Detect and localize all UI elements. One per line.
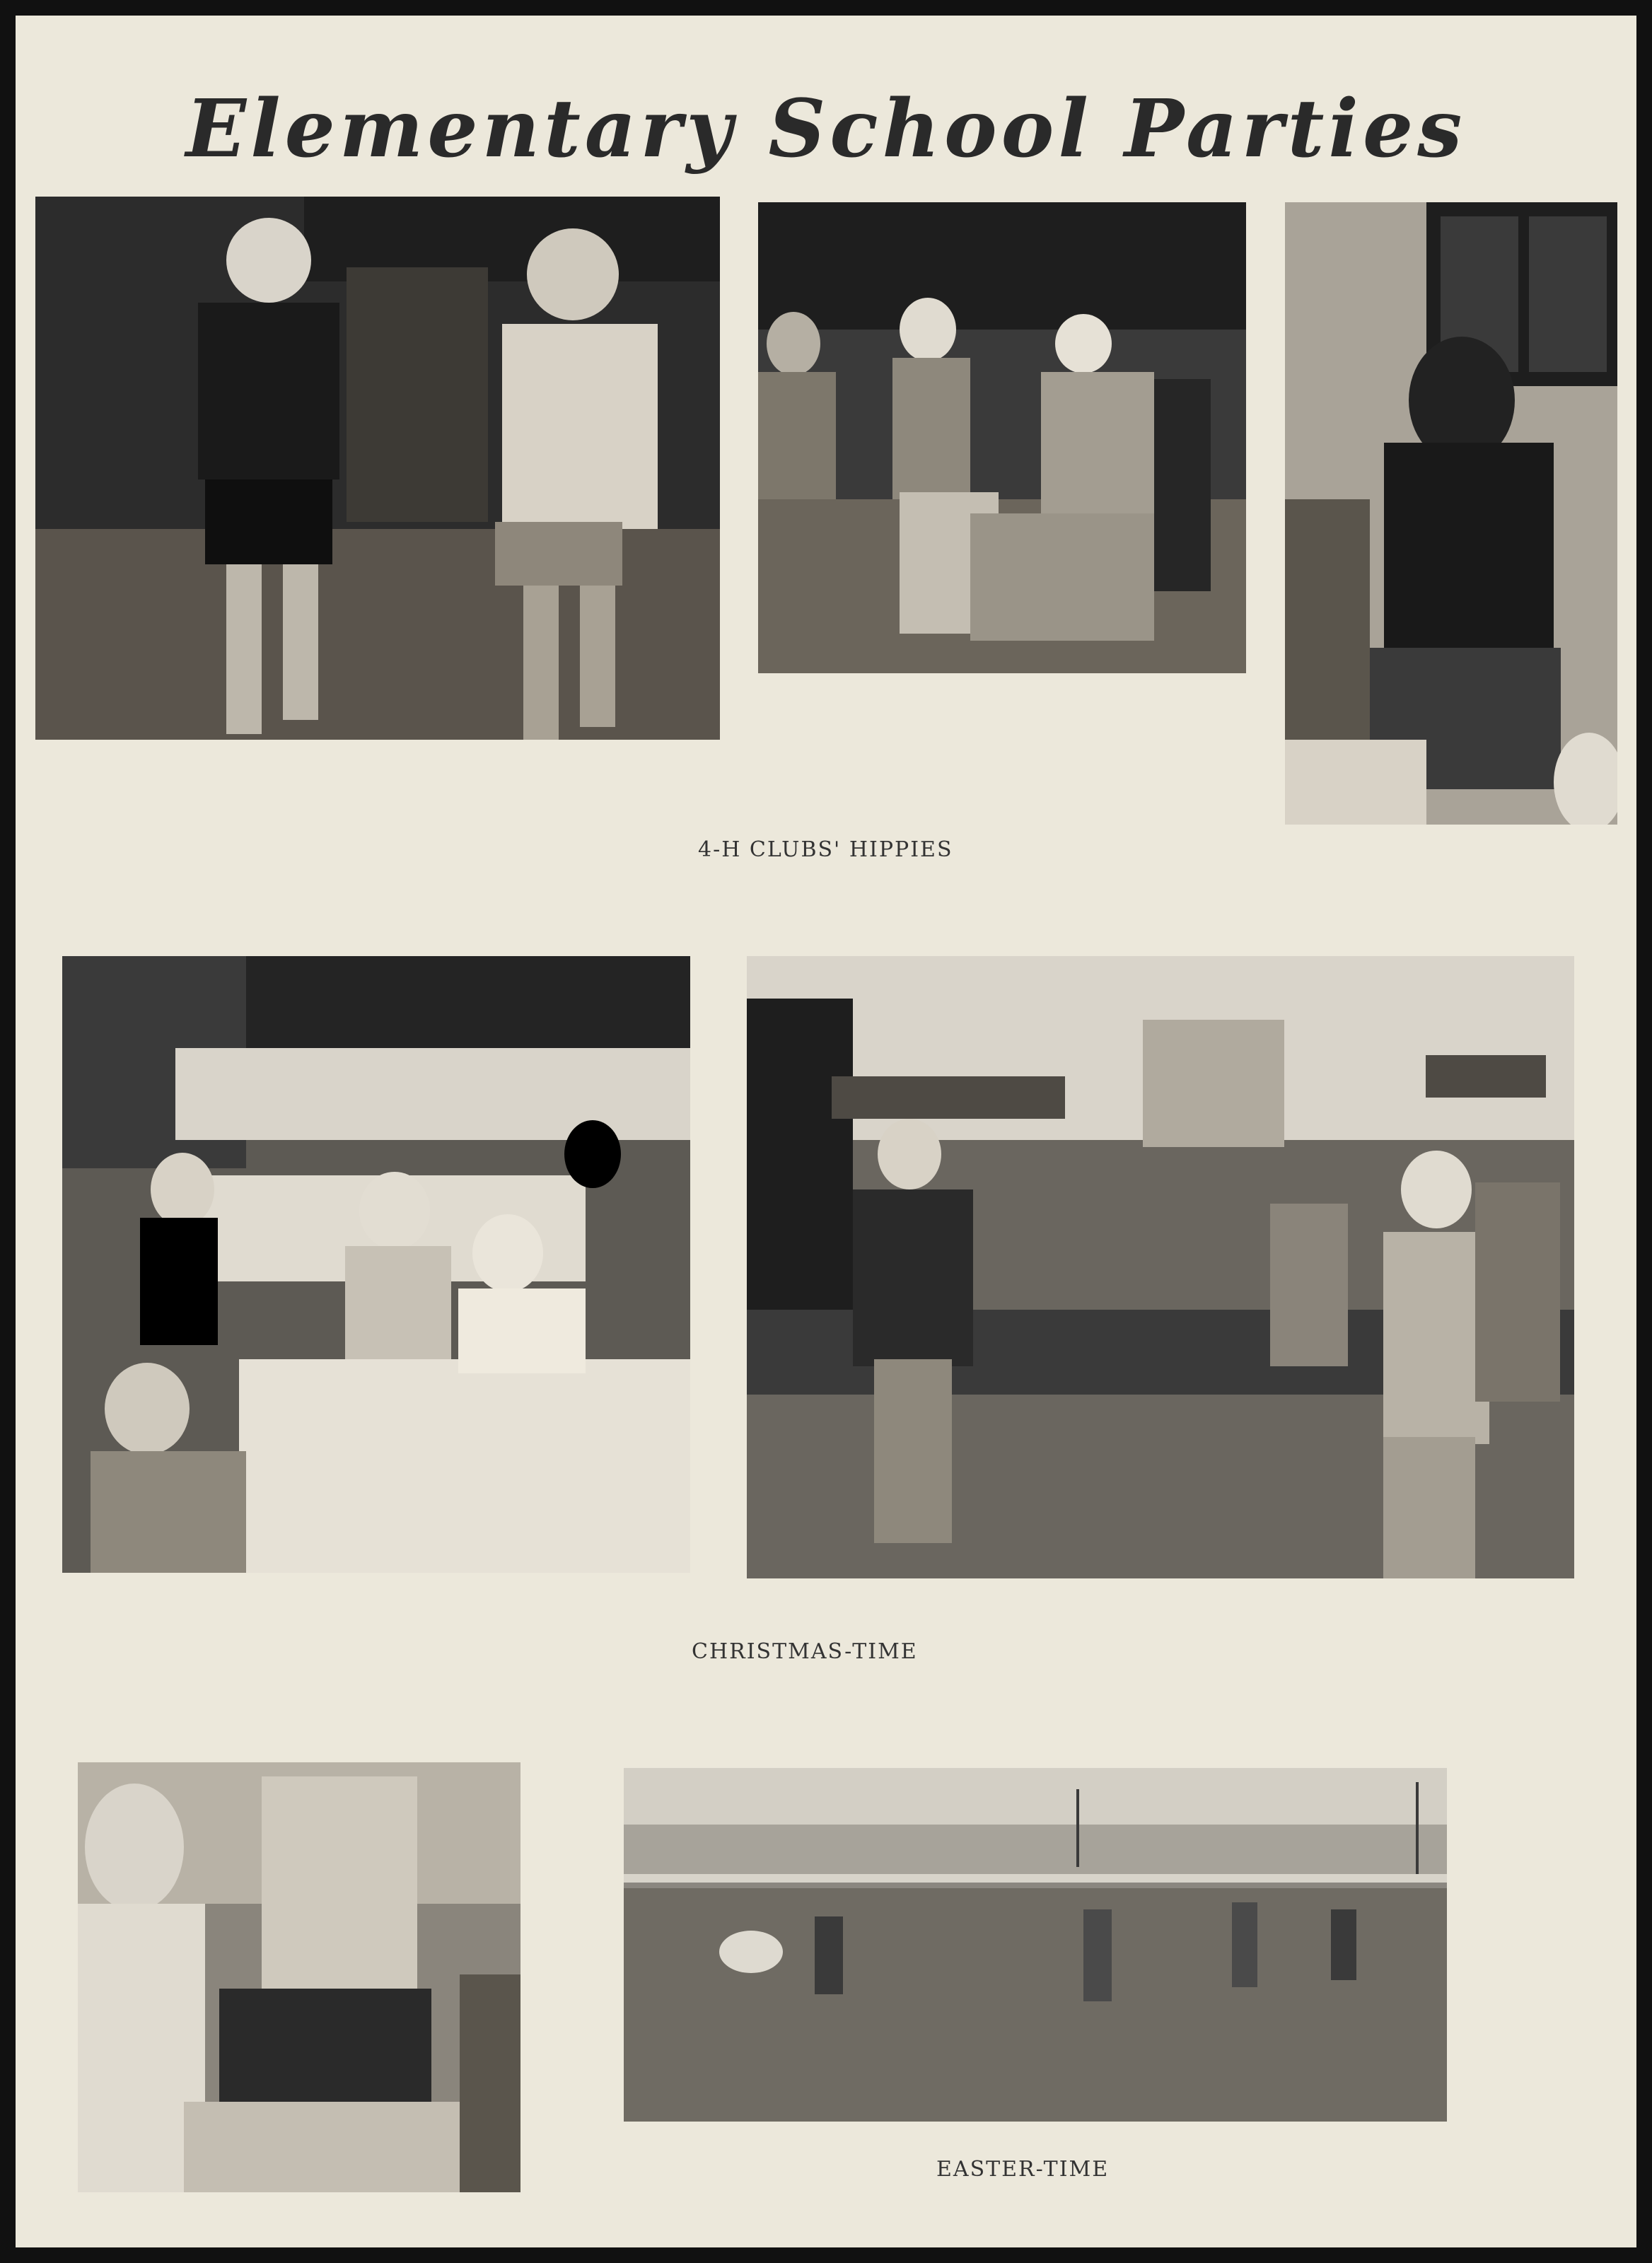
yearbook-page — [16, 16, 1636, 2247]
photo-hippie-costume — [1285, 202, 1617, 825]
photo-classroom-gifts — [747, 956, 1574, 1578]
caption-easter-time: EASTER-TIME — [936, 2157, 1110, 2182]
photo-girls-dancing — [35, 197, 720, 740]
photo-children-at-table — [62, 956, 690, 1573]
caption-4h-clubs-hippies: 4-H CLUBS' HIPPIES — [698, 837, 953, 862]
photo-egg-hunt-field — [624, 1768, 1447, 2122]
photo-hippies-seated — [758, 202, 1246, 673]
page-title: Elementary School Parties — [185, 83, 1467, 175]
caption-christmas-time: CHRISTMAS-TIME — [692, 1639, 918, 1664]
photo-easter-treats — [78, 1762, 520, 2192]
